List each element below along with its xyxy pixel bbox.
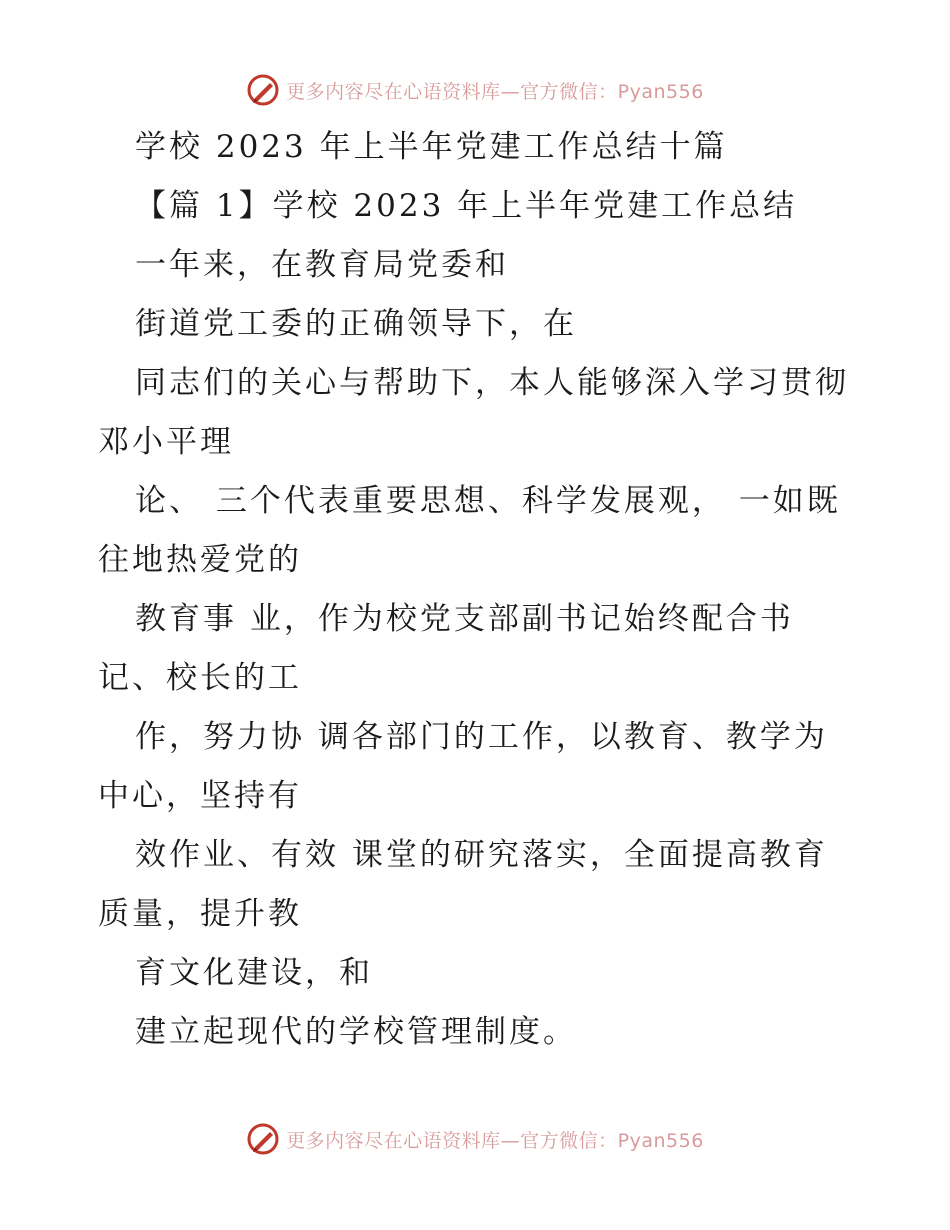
text-line: 质量，提升教	[98, 896, 302, 932]
footer-watermark	[0, 1119, 950, 1159]
pen-logo-icon	[246, 73, 280, 107]
text-line: 街道党工委的正确领导下，在	[135, 306, 577, 342]
text-line: 往地热爱党的	[98, 542, 302, 578]
watermark-text: 更多内容尽在心语资料库—官方微信：Pyan556	[286, 1129, 704, 1152]
pen-logo-icon	[246, 1122, 280, 1156]
watermark-text: 更多内容尽在心语资料库—官方微信：Pyan556	[286, 80, 704, 103]
section-heading: 【篇 1】学校 2023 年上半年党建工作总结	[135, 188, 798, 224]
document-body	[98, 118, 858, 1062]
document-title: 学校 2023 年上半年党建工作总结十篇	[135, 129, 728, 165]
text-line: 育文化建设，和	[135, 955, 373, 991]
header-watermark	[0, 70, 950, 110]
text-line: 论、 三个代表重要思想、科学发展观， 一如既	[135, 483, 841, 519]
text-line: 中心，坚持有	[98, 778, 302, 814]
text-line: 一年来，在教育局党委和	[135, 247, 509, 283]
text-line: 记、校长的工	[98, 660, 302, 696]
text-line: 作，努力协 调各部门的工作，以教育、教学为	[135, 719, 828, 755]
text-line: 邓小平理	[98, 424, 234, 460]
text-line: 同志们的关心与帮助下，本人能够深入学习贯彻	[135, 365, 849, 401]
text-line: 建立起现代的学校管理制度。	[135, 1014, 577, 1050]
text-line: 效作业、有效 课堂的研究落实，全面提高教育	[135, 837, 828, 873]
text-line: 教育事 业，作为校党支部副书记始终配合书	[135, 601, 794, 637]
